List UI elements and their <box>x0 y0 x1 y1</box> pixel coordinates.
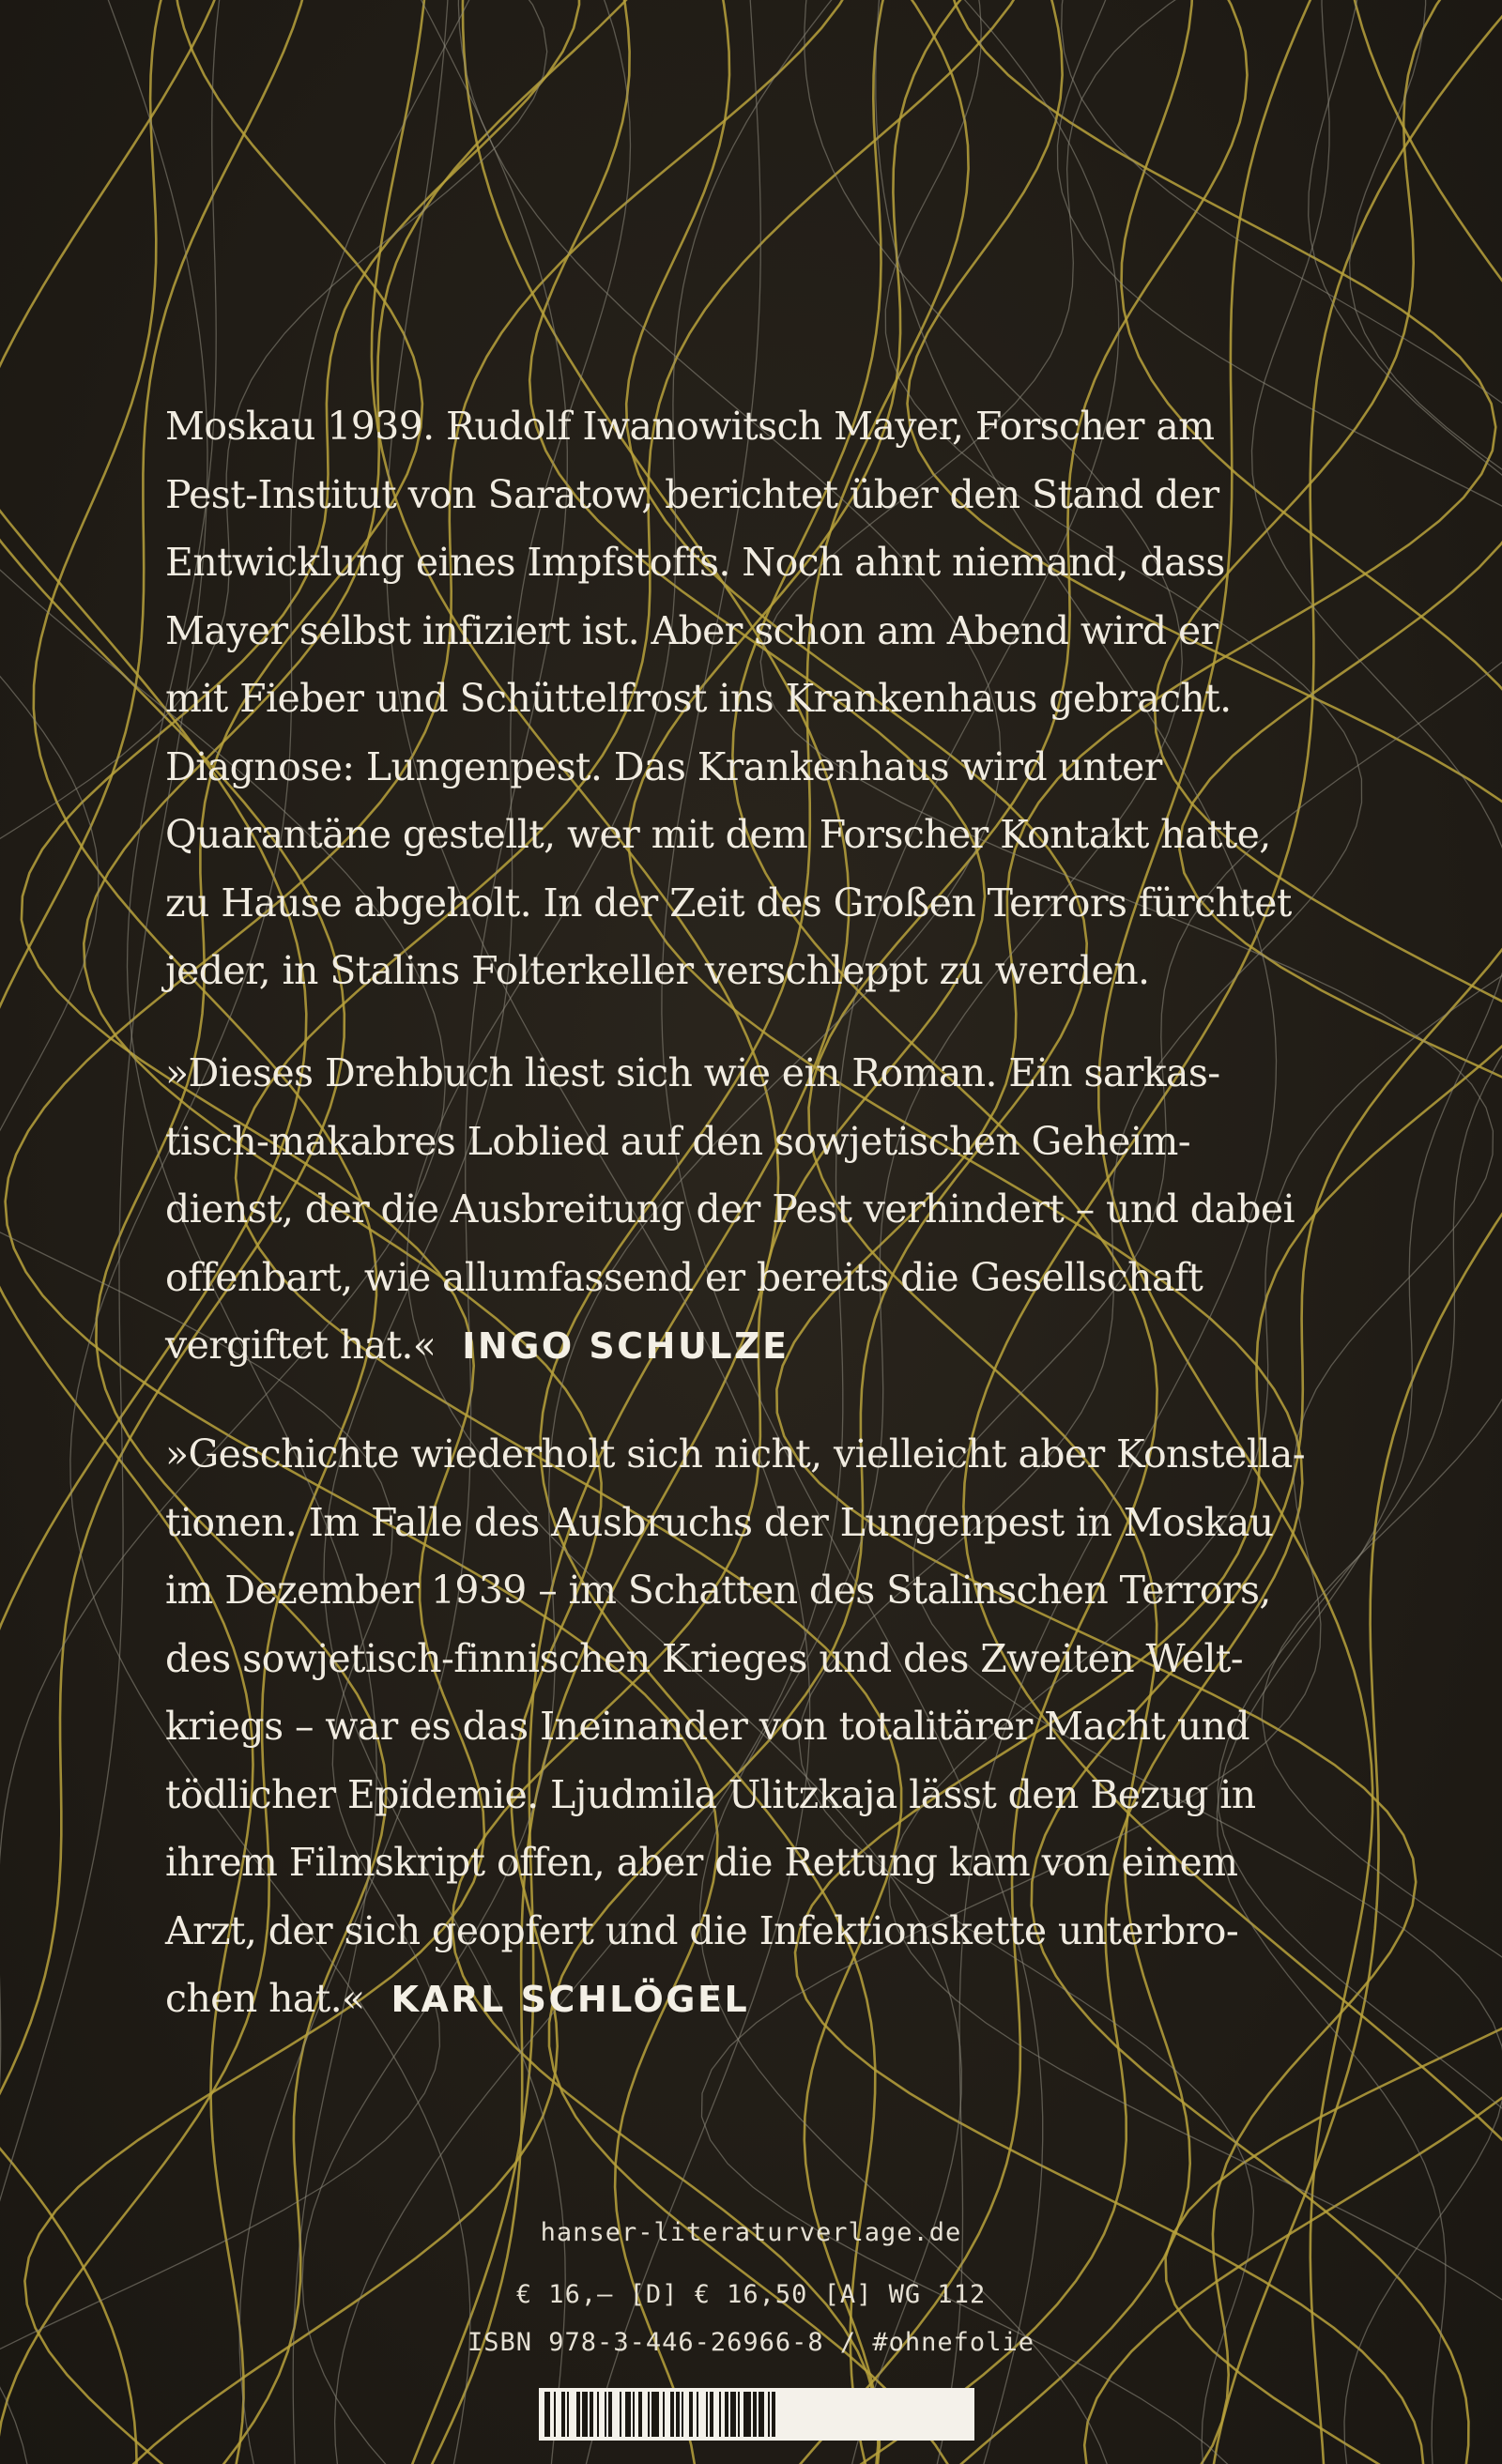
barcode-bar <box>682 2392 683 2437</box>
barcode-bar <box>743 2392 751 2437</box>
barcode-bar <box>651 2392 659 2437</box>
barcode-bar <box>590 2392 593 2437</box>
decorative-strand <box>0 0 99 2464</box>
synopsis-line: mit Fieber und Schüttelfrost ins Krankenhaus gebracht. <box>165 676 1232 721</box>
synopsis-line: zu Hause abgeholt. In der Zeit des Großen Terrors fürchtet <box>165 880 1292 926</box>
barcode-bar <box>706 2392 708 2437</box>
quote-line: ihrem Filmskript offen, aber die Rettung kam von einem <box>165 1840 1238 1885</box>
quote-line: dienst, der die Ausbreitung der Pest verhindert – und dabei <box>165 1186 1295 1232</box>
quote-line: offenbart, wie allumfassend er bereits die Gesellschaft <box>165 1254 1203 1300</box>
synopsis-line: Quarantäne gestellt, wer mit dem Forscher Kontakt hatte, <box>165 812 1271 857</box>
barcode-bar <box>670 2392 674 2437</box>
barcode-bar <box>582 2392 588 2437</box>
barcode-bars <box>539 2388 974 2441</box>
quote-line: vergiftet hat.« <box>165 1323 437 1368</box>
barcode-bar <box>638 2392 642 2437</box>
barcode-bar <box>738 2392 740 2437</box>
barcode-bar <box>697 2392 698 2437</box>
barcode-bar <box>625 2392 631 2437</box>
synopsis-line: Entwicklung eines Impfstoffs. Noch ahnt niemand, dass <box>165 540 1225 585</box>
barcode-bar <box>772 2392 775 2437</box>
synopsis-line: Diagnose: Lungenpest. Das Krankenhaus wird unter <box>165 743 1162 789</box>
barcode-bar <box>597 2392 599 2437</box>
quote-line: im Dezember 1939 – im Schatten des Stalinschen Terrors, <box>165 1568 1271 1613</box>
quote-line: tödlicher Epidemie. Ljudmila Ulitzkaja lässt den Bezug in <box>165 1771 1256 1817</box>
quote-line: »Geschichte wiederholt sich nicht, vielleicht aber Konstella- <box>165 1431 1305 1477</box>
barcode-bar <box>608 2392 612 2437</box>
barcode-bar <box>633 2392 635 2437</box>
barcode-bar <box>710 2392 713 2437</box>
barcode-bar <box>567 2392 569 2437</box>
quote-line: chen hat.« <box>165 1976 365 2021</box>
isbn-line: ISBN 978-3-446-26966-8 / #ohnefolie <box>467 2328 1035 2357</box>
quote-line: tisch-makabres Loblied auf den sowjetischen Geheim- <box>165 1118 1190 1164</box>
barcode-bar <box>544 2392 550 2437</box>
barcode-bar <box>663 2392 665 2437</box>
quote-last-line <box>165 1965 1348 2034</box>
barcode-bar <box>605 2392 606 2437</box>
quote-last-line <box>165 1311 1348 1381</box>
barcode-bar <box>648 2392 650 2437</box>
review-quote-schloegel <box>165 1420 1348 2034</box>
review-quote-schulze <box>165 1039 1348 1381</box>
synopsis-line: Moskau 1939. Rudolf Iwanowitsch Mayer, Forscher am <box>165 404 1215 449</box>
barcode-bar <box>676 2392 680 2437</box>
barcode <box>539 2388 974 2441</box>
quote-line: tionen. Im Falle des Ausbruchs der Lungenpest in Moskau <box>165 1499 1274 1545</box>
quote-author: INGO SCHULZE <box>462 1325 789 1367</box>
quote-line: Arzt, der sich geopfert und die Infektionskette unterbro- <box>165 1907 1239 1953</box>
quote-author: KARL SCHLÖGEL <box>391 1979 750 2020</box>
publisher-website: hanser-literaturverlage.de <box>540 2218 962 2247</box>
synopsis-line: Mayer selbst infiziert ist. Aber schon am Abend wird er <box>165 607 1218 653</box>
quote-line: »Dieses Drehbuch liest sich wie ein Roman. Ein sarkas- <box>165 1050 1220 1095</box>
barcode-bar <box>753 2392 757 2437</box>
barcode-bar <box>554 2392 556 2437</box>
quote-line: des sowjetisch-finnischen Krieges und des Zweiten Welt- <box>165 1635 1244 1681</box>
barcode-bar <box>725 2392 728 2437</box>
barcode-bar <box>768 2392 770 2437</box>
barcode-bar <box>576 2392 580 2437</box>
price-line: € 16,– [D] € 16,50 [A] WG 112 <box>515 2280 987 2309</box>
barcode-bar <box>689 2392 693 2437</box>
barcode-bar <box>620 2392 621 2437</box>
barcode-bar <box>561 2392 565 2437</box>
barcode-bar <box>759 2392 764 2437</box>
synopsis-line: jeder, in Stalins Folterkeller verschleppt zu werden. <box>165 948 1150 993</box>
quote-line: kriegs – war es das Ineinander von totalitärer Macht und <box>165 1704 1250 1749</box>
synopsis-line: Pest-Institut von Saratow, berichtet über den Stand der <box>165 471 1219 517</box>
barcode-bar <box>730 2392 736 2437</box>
synopsis-text <box>165 392 1348 1005</box>
barcode-bar <box>719 2392 721 2437</box>
